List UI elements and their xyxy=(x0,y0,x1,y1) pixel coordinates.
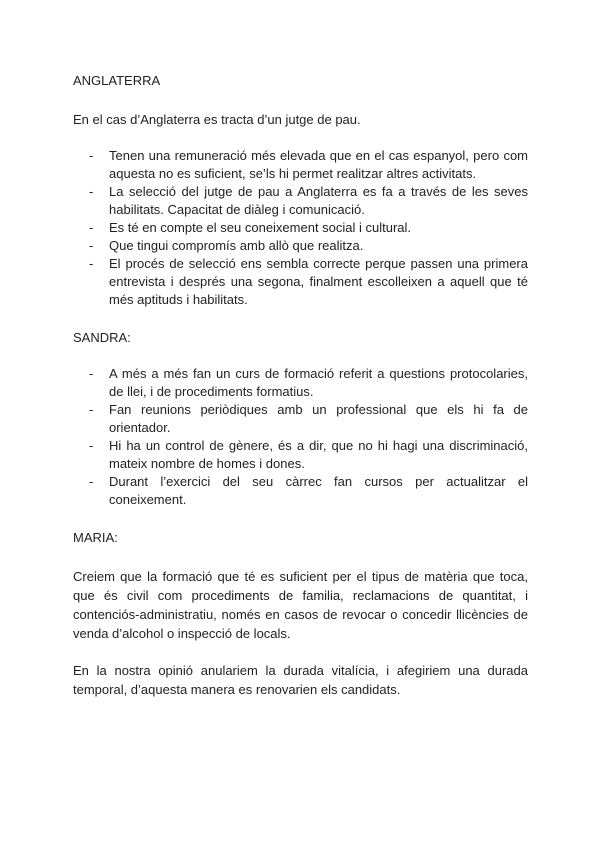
heading-anglaterra: ANGLATERRA xyxy=(73,73,161,88)
bullet-marker: - xyxy=(89,148,94,163)
list-item-text: Fan reunions periòdiques amb un professional que els hi fa de orientador. xyxy=(109,402,528,435)
list-item-text: Que tingui compromís amb allò que realitza. xyxy=(109,238,364,253)
list-item xyxy=(73,219,528,237)
anglaterra-bullet-list xyxy=(73,147,528,309)
list-item xyxy=(73,183,528,219)
bullet-marker: - xyxy=(89,220,94,235)
list-item xyxy=(73,255,528,309)
sandra-bullet-list xyxy=(73,365,528,509)
heading-sandra: SANDRA: xyxy=(73,330,131,345)
list-item xyxy=(73,473,528,509)
heading-maria: MARIA: xyxy=(73,530,118,545)
bullet-marker: - xyxy=(89,184,94,199)
list-item xyxy=(73,147,528,183)
bullet-marker: - xyxy=(89,402,94,417)
intro-paragraph: En el cas d’Anglaterra es tracta d’un jutge de pau. xyxy=(73,112,361,127)
list-item xyxy=(73,365,528,401)
list-item xyxy=(73,237,528,255)
bullet-marker: - xyxy=(89,474,94,489)
bullet-marker: - xyxy=(89,438,94,453)
bullet-marker: - xyxy=(89,366,94,381)
list-item-text: A més a més fan un curs de formació referit a questions protocolaries, de llei, i de procediments formatius. xyxy=(109,366,528,399)
maria-paragraph-2: En la nostra opinió anulariem la durada vitalícia, i afegiriem una durada temporal, d’aquesta manera es renovarien els candidats. xyxy=(73,663,528,697)
document-page xyxy=(73,72,528,699)
maria-paragraph-1: Creiem que la formació que té es suficient per el tipus de matèria que toca, que és civil com procediments de familia, reclamacions de quantitat, i contenciós-administratiu, només en casos de revocar o concedir llicències de venda d’alcohol o inspecció de locals. xyxy=(73,569,528,641)
list-item-text: Tenen una remuneració més elevada que en el cas espanyol, pero com aquesta no es suficient, se’ls hi permet realitzar altres activitats. xyxy=(109,148,528,181)
bullet-marker: - xyxy=(89,238,94,253)
list-item xyxy=(73,437,528,473)
list-item-text: La selecció del jutge de pau a Anglaterra es fa a través de les seves habilitats. Capacitat de diàleg i comunicació. xyxy=(109,184,528,217)
list-item-text: El procés de selecció ens sembla correcte perque passen una primera entrevista i després una segona, finalment escolleixen a aquell que té més aptituds i habilitats. xyxy=(109,256,528,307)
list-item-text: Es té en compte el seu coneixement social i cultural. xyxy=(109,220,412,235)
list-item-text: Hi ha un control de gènere, és a dir, que no hi hagi una discriminació, mateix nombre de homes i dones. xyxy=(109,438,528,471)
list-item-text: Durant l’exercici del seu càrrec fan cursos per actualitzar el coneixement. xyxy=(109,474,528,507)
list-item xyxy=(73,401,528,437)
bullet-marker: - xyxy=(89,256,94,271)
